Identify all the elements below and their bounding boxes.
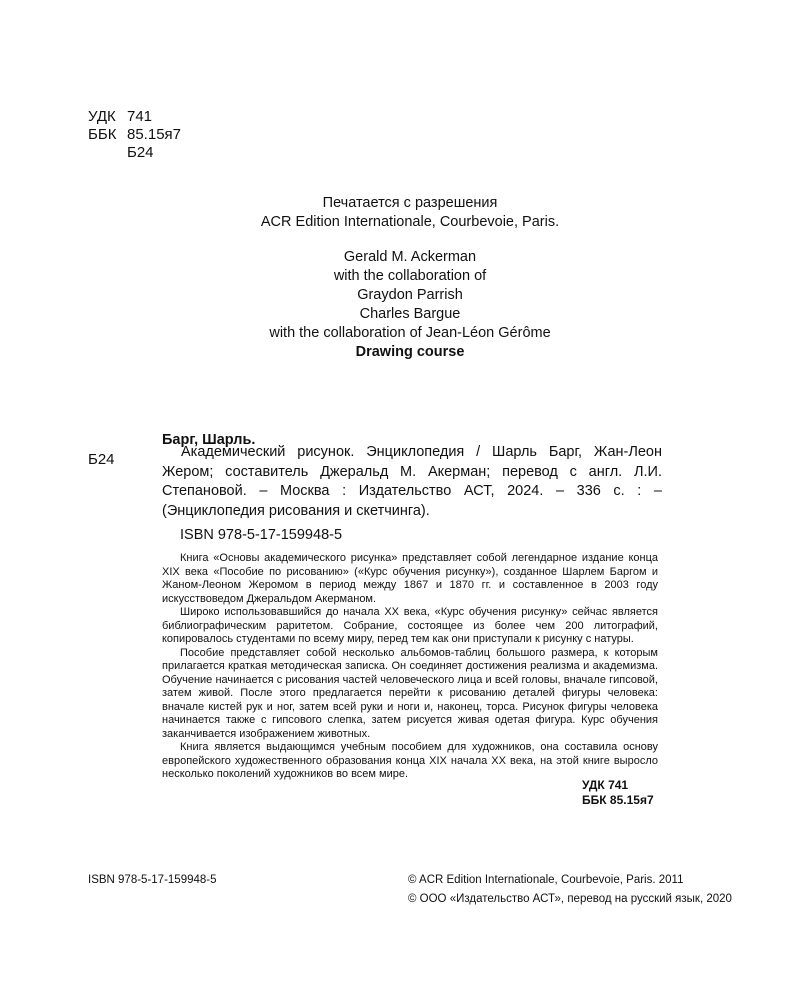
footer-copyrights: [408, 871, 732, 909]
annotation-paragraph: Книга является выдающимся учебным пособием для художников, она составила основу европейского художественного образования конца XIX начала XX века, на этой книге выросло несколько поколений художников во всем мире.: [162, 741, 658, 780]
bbk-label: ББК: [88, 126, 117, 143]
description-text: Академический рисунок. Энциклопедия / Шарль Барг, Жан-Леон Жером; составитель Джеральд М. Акерман; перевод с англ. Л.И. Степановой. – Москва : Издательство АСТ, 2024. – 336 с. : – (Энциклопедия рисования и скетчинга).: [162, 444, 662, 519]
isbn-main: ISBN 978-5-17-159948-5: [180, 527, 343, 543]
credit-line: with the collaboration of: [333, 268, 487, 284]
original-title: Drawing course: [355, 344, 465, 360]
bbk-bottom: ББК 85.15я7: [582, 793, 654, 807]
bbk-line: [88, 126, 181, 144]
author-heading: Барг, Шарль.: [162, 432, 256, 448]
annotation-paragraph: Пособие представляет собой несколько альбомов-таблиц большого размера, к которым прилагается краткая методическая записка. Он соединяет достижения реализма и академизма. Обучение начинается с рисования частей человеческого лица и всей головы, вначале гипсовой, затем живой. После этого предлагается перейти к рисованию деталей фигуры человека: вначале кистей рук и ног, затем всей руки и ноги и, наконец, торса. Рисунок фигуры человека начинается также с гипсового слепка, затем рисуется живая одетая фигура. Курс обучения заканчивается изображением животных.: [162, 646, 658, 740]
author-code: Б24: [88, 451, 115, 468]
permission-block: [0, 194, 800, 232]
copyright-translation: © ООО «Издательство АСТ», перевод на русский язык, 2020: [408, 893, 732, 905]
credit-line: Gerald M. Ackerman: [343, 249, 477, 265]
footer-isbn: ISBN 978-5-17-159948-5: [88, 874, 217, 886]
annotation-paragraph: Широко использовавшийся до начала XX века, «Курс обучения рисунку» сейчас является библиографическим раритетом. Собрание, состоящее из более чем 200 литографий, копировалось студентами по всему миру, перед тем как они приступали к рисунку с натуры.: [162, 606, 658, 645]
annotation: [162, 552, 658, 782]
credit-line: Graydon Parrish: [357, 287, 463, 303]
annotation-paragraph: Книга «Основы академического рисунка» представляет собой легендарное издание конца XIX века «Пособие по рисованию» («Курс обучения рисунку»), созданное Шарлем Баргом и Жаном-Леоном Жеромом в период между 1867 и 1870 гг. и составленное в 2003 году искусствоведом Джеральдом Акерманом.: [162, 552, 658, 605]
classification-bottom: [582, 778, 654, 808]
bbk-value: 85.15я7: [127, 126, 182, 143]
original-credits: [0, 248, 800, 362]
permission-line-1: Печатается с разрешения: [322, 195, 498, 211]
udk-value: 741: [127, 108, 153, 125]
credit-line: Charles Bargue: [359, 306, 461, 322]
udk-label: УДК: [88, 108, 116, 125]
udk-line: [88, 108, 152, 126]
author-code-top: Б24: [127, 144, 154, 161]
copyright-original: © ACR Edition Internationale, Courbevoie, Paris. 2011: [408, 874, 684, 886]
udk-bottom: УДК 741: [582, 778, 629, 792]
credit-line: with the collaboration of Jean-Léon Gérôme: [269, 325, 551, 341]
permission-line-2: ACR Edition Internationale, Courbevoie, Paris.: [260, 214, 560, 230]
bibliographic-description: [162, 443, 662, 521]
